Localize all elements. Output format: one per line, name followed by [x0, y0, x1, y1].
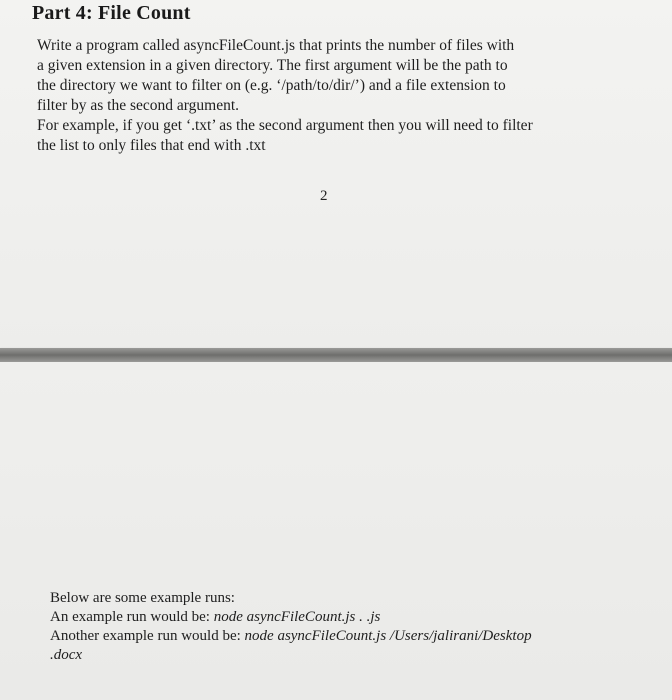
example-run-2-continuation: .docx: [50, 647, 83, 663]
example-run-1: [50, 608, 650, 627]
instructions-line: Write a program called asyncFileCount.js that prints the number of files with: [37, 37, 515, 54]
example-run-1-command: node asyncFileCount.js . .js: [213, 609, 381, 625]
instructions-line: filter by as the second argument.: [37, 97, 240, 114]
page-number: 2: [320, 188, 328, 204]
example-run-2-prefix: Another example run would be:: [50, 628, 245, 644]
instructions-paragraph: [37, 36, 627, 156]
example-runs-heading: Below are some example runs:: [50, 590, 235, 606]
example-runs: [50, 589, 650, 665]
instructions-line: the directory we want to filter on (e.g. ‘/path/to/dir/’) and a file extension to: [37, 77, 506, 94]
instructions-line: For example, if you get ‘.txt’ as the second argument then you will need to filter: [37, 117, 533, 134]
page-divider: [0, 348, 672, 362]
example-run-1-prefix: An example run would be:: [50, 609, 214, 625]
example-run-2-command: node asyncFileCount.js /Users/jalirani/Desktop: [244, 628, 532, 644]
section-title: Part 4: File Count: [32, 2, 191, 24]
instructions-line: the list to only files that end with .txt: [37, 137, 266, 154]
instructions-line: a given extension in a given directory. The first argument will be the path to: [37, 57, 508, 74]
example-run-2: [50, 627, 650, 646]
